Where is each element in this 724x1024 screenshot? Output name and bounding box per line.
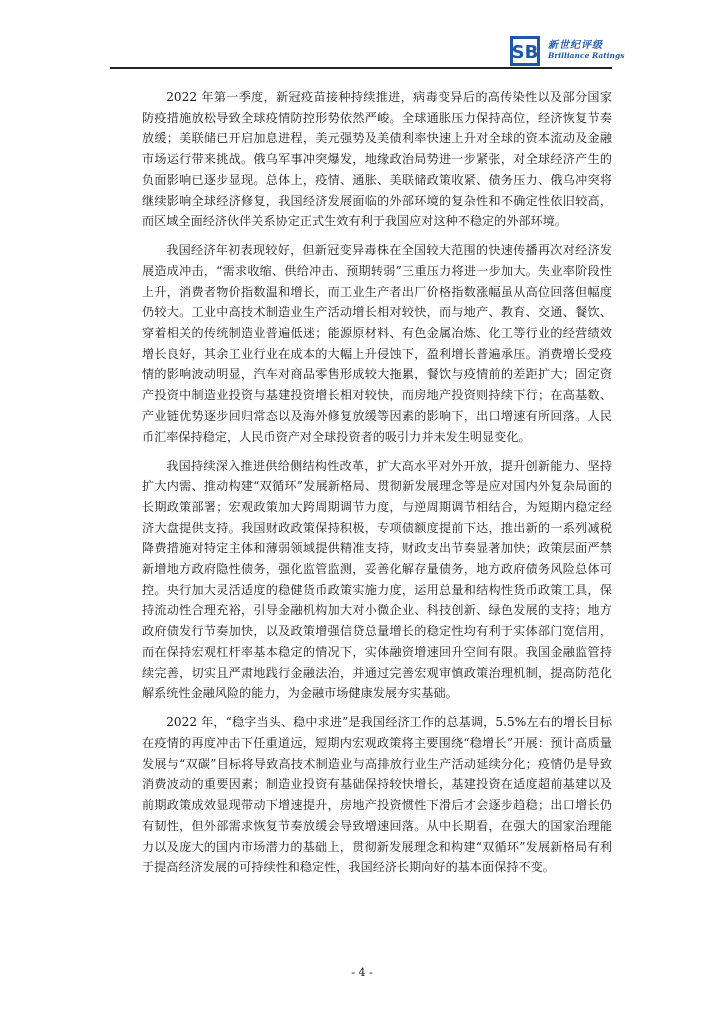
paragraph-2: 我国经济年初表现较好，但新冠变异毒株在全国较大范围的快速传播再次对经济发展造成冲击，“需求收缩、供给冲击、预期转弱”三重压力将进一步加大。失业率阶段性上升，消费者物价指数温和增长，而工业生产者出厂价格指数涨幅虽从高位回落但幅度仍较大。工业中高技术制造业生产活动增长相对较快，而与地产、教育、交通、餐饮、穿着相关的传统制造业普遍低迷；能源原材料、有色金属冶炼、化工等行业的经营绩效增长良好，其余工业行业在成本的大幅上升侵蚀下，盈利增长普遍承压。消费增长受疫情的影响波动明显，汽车对商品零售形成较大拖累，餐饮与疫情前的差距扩大；固定资产投资中制造业投资与基建投资增长相对较快，而房地产投资则持续下行；在高基数、产业链优势逐步回归常态以及海外修复放缓等因素的影响下，出口增速有所回落。人民币汇率保持稳定，人民币资产对全球投资者的吸引力并未发生明显变化。 [142, 243, 612, 444]
logo-text-english: Brilliance Ratings [548, 51, 625, 60]
paragraph-4: 2022 年，“稳字当头、稳中求进”是我国经济工作的总基调，5.5%左右的增长目标在疫情的再度冲击下任重道远，短期内宏观政策将主要围绕“稳增长”开展：预计高质量发展与“双碳”目标将导致高技术制造业与高排放行业生产活动延续分化；疫情仍是导致消费波动的重要因素；制造业投资有基础保持较快增长，基建投资在适度超前基建以及前期政策成效显现带动下增速提升，房地产投资惯性下滑后才会逐步趋稳；出口增长仍有韧性，但外部需求恢复节奏放缓会导致增速回落。从中长期看，在强大的国家治理能力以及庞大的国内市场潜力的基础上，贯彻新发展理念和构建“双循环”发展新格局有利于提高经济发展的可持续性和稳定性，我国经济长期向好的基本面保持不变。 [142, 715, 612, 875]
logo-text-chinese: 新世纪评级 [548, 40, 603, 51]
paragraph-3: 我国持续深入推进供给侧结构性改革，扩大高水平对外开放，提升创新能力、坚持扩大内需、推动构建“双循环”发展新格局、贯彻新发展理念等是应对国内外复杂局面的长期政策部署；宏观政策加大跨周期调节力度，与逆周期调节相结合，为短期内稳定经济大盘提供支持。我国财政政策保持积极，专项债额度提前下达，推出新的一系列减税降费措施对特定主体和薄弱领域提供精准支持，财政支出节奏显著加快；政策层面严禁新增地方政府隐性债务，强化监管监测，妥善化解存量债务，地方政府债务风险总体可控。央行加大灵活适度的稳健货币政策实施力度，运用总量和结构性货币政策工具，保持流动性合理充裕，引导金融机构加大对小微企业、科技创新、绿色发展的支持；地方政府债发行节奏加快，以及政策增强信贷总量增长的稳定性均有利于实体部门宽信用，而在保持宏观杠杆率基本稳定的情况下，实体融资增速回升空间有限。我国金融监管持续完善，切实且严肃地践行金融法治，并通过完善宏观审慎政策治理机制，提高防范化解系统性金融风险的能力，为金融市场健康发展夯实基础。 [142, 458, 612, 701]
body-text [142, 87, 612, 886]
brilliance-ratings-logo-icon [510, 36, 540, 66]
page-header [0, 0, 724, 72]
header-rule [110, 67, 612, 69]
paragraph-1: 2022 年第一季度，新冠疫苗接种持续推进，病毒变异后的高传染性以及部分国家防疫措施放松导致全球疫情防控形势依然严峻。全球通胀压力保持高位，经济恢复节奏放缓；美联储已开启加息进程，美元强势及美债利率快速上升对全球的资本流动及金融市场运行带来挑战。俄乌军事冲突爆发，地缘政治局势进一步紧张，对全球经济产生的负面影响已逐步显现。总体上，疫情、通胀、美联储政策收紧、债务压力、俄乌冲突将继续影响全球经济修复，我国经济发展面临的外部环境的复杂性和不确定性依旧较高，而区域全面经济伙伴关系协定正式生效有利于我国应对这种不稳定的外部环境。 [142, 90, 612, 229]
svg-text:SB: SB [511, 42, 539, 63]
page-number: - 4 - [351, 966, 373, 979]
